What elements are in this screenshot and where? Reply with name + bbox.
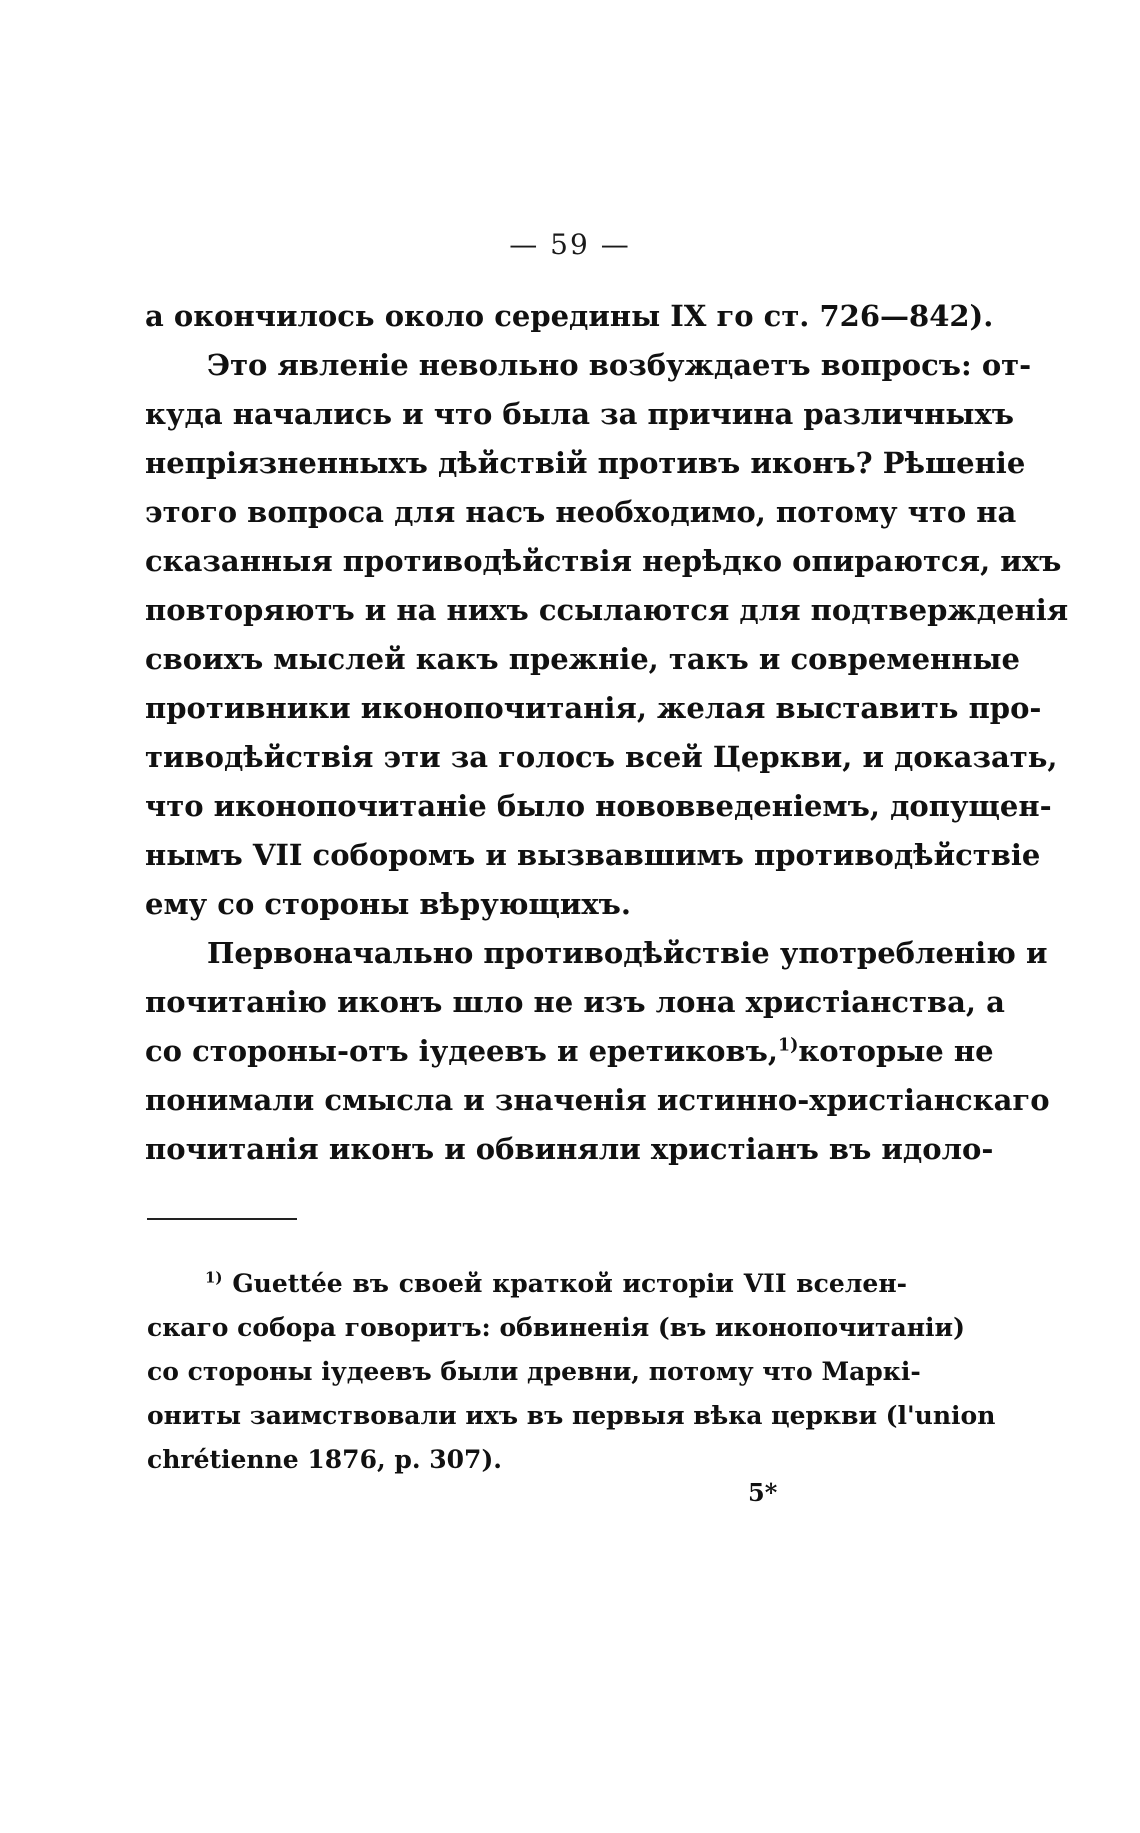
text-line: нымъ VII соборомъ и вызвавшимъ противодѣйствіе (145, 838, 1041, 872)
footnote-line: скаго собора говоритъ: обвиненія (въ иконопочитаніи) (147, 1313, 965, 1342)
text-line: этого вопроса для насъ необходимо, потому что на (145, 495, 1017, 529)
page-number: — 59 — (509, 228, 631, 261)
text-line: непріязненныхъ дѣйствій противъ иконъ? Рѣшеніе (145, 446, 1026, 480)
footnote-line: ониты заимствовали ихъ въ первыя вѣка церкви (l'union (147, 1401, 996, 1430)
text-line: своихъ мыслей какъ прежніе, такъ и современные (145, 642, 1020, 676)
text-line: что иконопочитаніе было нововведеніемъ, допущен- (145, 789, 1052, 823)
text-line: ему со стороны вѣрующихъ. (145, 887, 632, 921)
text-line: почитанія иконъ и обвиняли христіанъ въ идоло- (145, 1132, 994, 1166)
footnote-line (205, 1262, 907, 1306)
text-line: повторяютъ и на нихъ ссылаются для подтвержденія (145, 593, 1069, 627)
text-line: а окончилось около середины IX го ст. 726—842). (145, 299, 994, 333)
text-line: Первоначально противодѣйствіе употребленію и (207, 936, 1048, 970)
text-line: куда начались и что была за причина различныхъ (145, 397, 1014, 431)
signature-mark: 5* (748, 1478, 778, 1507)
footnote-line: chrétienne 1876, p. 307). (147, 1445, 502, 1474)
footnote-divider (147, 1218, 297, 1220)
text-line: противники иконопочитанія, желая выставить про- (145, 691, 1042, 725)
footnote-line: со стороны іудеевъ были древни, потому что Маркі- (147, 1357, 921, 1386)
text-line-with-footnote-ref (145, 1027, 994, 1076)
text-line: почитанію иконъ шло не изъ лона христіанства, а (145, 985, 1005, 1019)
footnote-text: Guettée въ своей краткой исторіи VII вселен- (232, 1269, 907, 1298)
main-text (145, 292, 1069, 1174)
text-line: тиводѣйствія эти за голосъ всей Церкви, и доказать, (145, 740, 1058, 774)
footnote-marker: 1) (205, 1268, 223, 1287)
text-segment: которые не (798, 1034, 994, 1068)
text-segment: со стороны-отъ іудеевъ и еретиковъ, (145, 1034, 779, 1068)
footnote-reference[interactable]: 1) (778, 1035, 799, 1056)
text-line: сказанныя противодѣйствія нерѣдко опираются, ихъ (145, 544, 1062, 578)
text-line: Это явленіе невольно возбуждаетъ вопросъ: от- (207, 348, 1032, 382)
text-line: понимали смысла и значенія истинно-христіанскаго (145, 1083, 1050, 1117)
footnotes (147, 1262, 996, 1482)
